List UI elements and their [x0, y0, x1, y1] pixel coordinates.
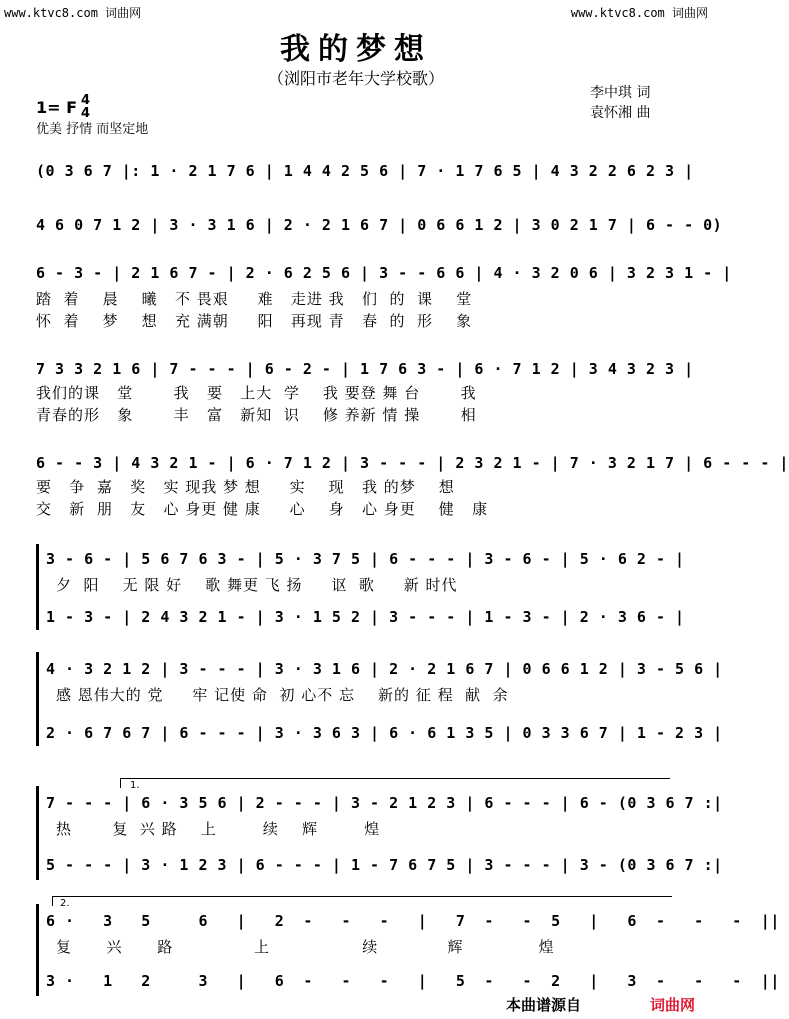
score-line-9	[46, 720, 723, 746]
score-notes: 7 3 3 2 1 6 | 7 - - - | 6 - 2 - | 1 7 6 3 - | 6 · 7 1 2 | 3 4 3 2 3 |	[36, 360, 694, 378]
score-notes: 6 · 3 5 6 | 2 - - - | 7 - - 5 | 6 - - - ||	[46, 912, 780, 930]
score-notes: 4 · 3 2 1 2 | 3 - - - | 3 · 3 1 6 | 2 · 2 1 6 7 | 0 6 6 1 2 | 3 - 5 6 |	[46, 660, 723, 678]
footer-source: 本曲谱源自	[506, 996, 582, 1014]
time-signature-top: 4	[81, 93, 91, 108]
score-line-4	[36, 356, 694, 382]
watermark-right: www.ktvc8.com 词曲网	[570, 6, 708, 20]
score-line-2	[36, 212, 723, 238]
score-line-13	[46, 968, 780, 994]
lyric-line: 要 争 嘉 奖 实 现我 梦 想 实 现 我 的梦 想	[36, 478, 455, 496]
time-signature-bottom: 4	[81, 106, 91, 121]
system-brace	[36, 786, 43, 880]
volta-bracket-2-tick	[52, 896, 53, 906]
score-notes: (0 3 6 7 |: 1 · 2 1 7 6 | 1 4 4 2 5 6 | 7 · 1 7 6 5 | 4 3 2 2 6 2 3 |	[36, 162, 694, 180]
score-notes: 2 · 6 7 6 7 | 6 - - - | 3 · 3 6 3 | 6 · 6 1 3 5 | 0 3 3 6 7 | 1 - 2 3 |	[46, 724, 723, 742]
volta-bracket-2	[52, 896, 672, 897]
score-notes: 3 - 6 - | 5 6 7 6 3 - | 5 · 3 7 5 | 6 - - - | 3 - 6 - | 5 · 6 2 - |	[46, 550, 685, 568]
volta-bracket-1	[120, 778, 670, 779]
lyric-line: 青春的形 象 丰 富 新知 识 修 养新 情 操 相	[36, 406, 477, 424]
score-notes: 6 - - 3 | 4 3 2 1 - | 6 · 7 1 2 | 3 - - - | 2 3 2 1 - | 7 · 3 2 1 7 | 6 - - - |	[36, 454, 789, 472]
system-brace	[36, 652, 43, 746]
score-line-11	[46, 852, 723, 878]
song-subtitle: （浏阳市老年大学校歌）	[267, 69, 444, 88]
volta-bracket-1-tick	[120, 778, 121, 788]
score-notes: 6 - 3 - | 2 1 6 7 - | 2 · 6 2 5 6 | 3 - - 6 6 | 4 · 3 2 0 6 | 3 2 3 1 - |	[36, 264, 732, 282]
lyric-line: 热 复 兴 路 上 续 辉 煌	[56, 820, 381, 838]
score-notes: 5 - - - | 3 · 1 2 3 | 6 - - - | 1 - 7 6 7 5 | 3 - - - | 3 - (0 3 6 7 :|	[46, 856, 723, 874]
expression-mark: 优美 抒情 而坚定地	[36, 122, 149, 137]
footer-logo[interactable]: 词曲网	[650, 996, 696, 1014]
score-line-10	[46, 790, 723, 816]
key-signature	[36, 94, 90, 120]
system-brace	[36, 904, 43, 996]
system-brace	[36, 544, 43, 630]
lyric-line: 感 恩伟大的 党 牢 记使 命 初 心不 忘 新的 征 程 献 余	[56, 686, 509, 704]
lyric-line: 踏 着 晨 曦 不 畏艰 难 走进 我 们 的 课 堂	[36, 290, 473, 308]
score-line-5	[36, 450, 789, 476]
score-line-7	[46, 604, 685, 630]
key-label: 1= F	[36, 97, 78, 117]
song-title: 我的梦想	[280, 32, 432, 67]
time-signature	[81, 94, 90, 120]
lyric-line: 我们的课 堂 我 要 上大 学 我 要登 舞 台 我	[36, 384, 477, 402]
score-notes: 1 - 3 - | 2 4 3 2 1 - | 3 · 1 5 2 | 3 - - - | 1 - 3 - | 2 · 3 6 - |	[46, 608, 685, 626]
lyric-line: 夕 阳 无 限 好 歌 舞更 飞 扬 讴 歌 新 时代	[56, 576, 458, 594]
score-notes: 3 · 1 2 3 | 6 - - - | 5 - - 2 | 3 - - - ||	[46, 972, 780, 990]
score-line-8	[46, 656, 723, 682]
score-notes: 4 6 0 7 1 2 | 3 · 3 1 6 | 2 · 2 1 6 7 | 0 6 6 1 2 | 3 0 2 1 7 | 6 - - 0)	[36, 216, 723, 234]
lyric-line: 复 兴 路 上 续 辉 煌	[56, 938, 555, 956]
score-line-12	[46, 908, 780, 934]
lyricist-credit: 李中琪 词	[590, 85, 651, 101]
score-line-3	[36, 260, 732, 286]
score-line-6	[46, 546, 685, 572]
score-line-1	[36, 158, 694, 184]
volta-label-2: 2.	[60, 898, 70, 909]
lyric-line: 怀 着 梦 想 充 满朝 阳 再现 青 春 的 形 象	[36, 312, 473, 330]
watermark-left: www.ktvc8.com 词曲网	[4, 6, 142, 20]
score-notes: 7 - - - | 6 · 3 5 6 | 2 - - - | 3 - 2 1 2 3 | 6 - - - | 6 - (0 3 6 7 :|	[46, 794, 723, 812]
composer-credit: 袁怀湘 曲	[590, 105, 651, 121]
lyric-line: 交 新 朋 友 心 身更 健 康 心 身 心 身更 健 康	[36, 500, 489, 518]
volta-label-1: 1.	[130, 780, 140, 791]
